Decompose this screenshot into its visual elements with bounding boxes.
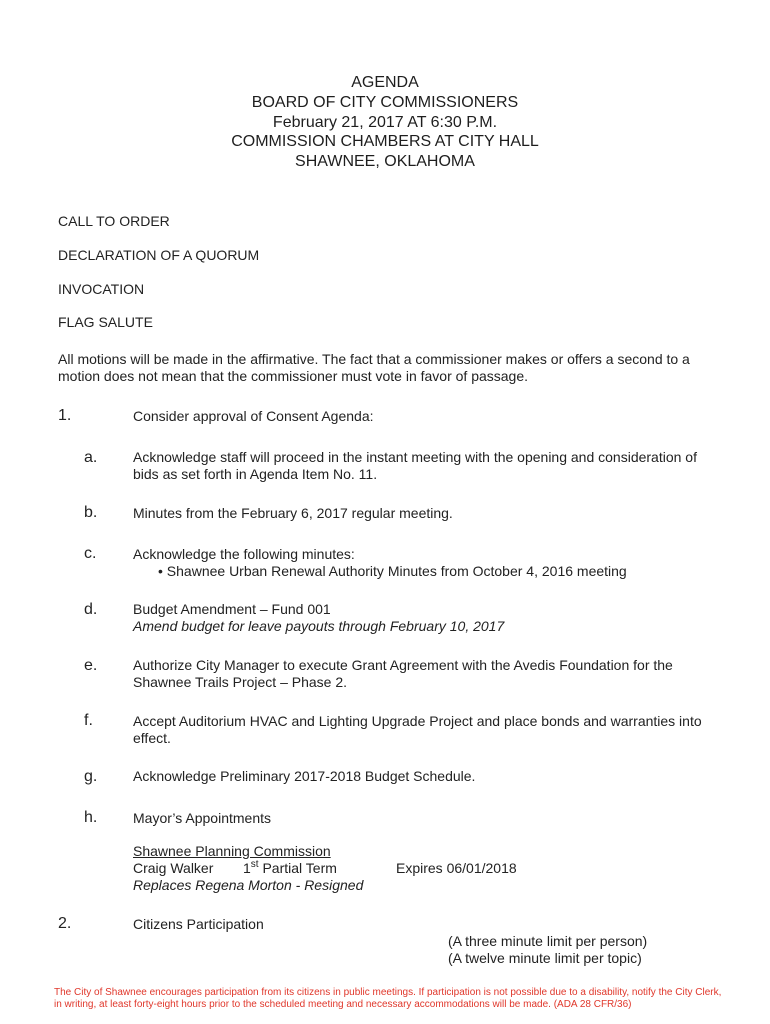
appointment-expiry: Expires 06/01/2018 (396, 860, 517, 876)
item-a-text: Acknowledge staff will proceed in the instant meeting with the opening and consideration of bids as set forth in Agenda Item No. 11. (133, 449, 697, 482)
item-c-bullet-text: Shawnee Urban Renewal Authority Minutes from October 4, 2016 meeting (166, 563, 627, 579)
item-g-text: Acknowledge Preliminary 2017-2018 Budget Schedule. (133, 768, 476, 784)
item-d-subtext: Amend budget for leave payouts through February 10, 2017 (133, 618, 505, 634)
term-text: Partial Term (262, 860, 337, 876)
item-letter-b: b. (84, 504, 98, 521)
item-letter-c: c. (84, 545, 97, 562)
item-h-text: Mayor’s Appointments (133, 810, 271, 826)
appointment-term (243, 860, 337, 877)
board-title: BOARD OF CITY COMMISSIONERS (251, 94, 519, 111)
planning-commission-heading: Shawnee Planning Commission (133, 843, 331, 859)
item-letter-g: g. (84, 768, 98, 785)
motions-note: All motions will be made in the affirmative. The fact that a commissioner makes or offers a second to a motion does not mean that the commissioner must vote in favor of passage. (58, 351, 690, 384)
meeting-location: COMMISSION CHAMBERS AT CITY HALL (231, 133, 539, 150)
item-d-text: Budget Amendment – Fund 001 (133, 601, 331, 617)
item-c-text: Acknowledge the following minutes: (133, 546, 355, 562)
item-number-1: 1. (58, 407, 72, 424)
item-b-text: Minutes from the February 6, 2017 regular meeting. (133, 505, 453, 521)
item-letter-d: d. (84, 601, 98, 618)
time-limit-topic: (A twelve minute limit per topic) (448, 950, 642, 966)
term-ordinal: st (250, 859, 259, 870)
item-letter-a: a. (84, 449, 98, 466)
ada-notice: The City of Shawnee encourages participation from its citizens in public meetings. If participation is not possible due to a disability, notify the City Clerk, in writing, at least forty-eight hours prior to the scheduled meeting and necessary accommodations will be made. (ADA 28 CFR/36) (54, 987, 722, 1010)
item-f-text: Accept Auditorium HVAC and Lighting Upgrade Project and place bonds and warranties into effect. (133, 713, 702, 746)
appointment-replaces: Replaces Regena Morton - Resigned (133, 877, 364, 893)
term-number: 1 (243, 860, 251, 876)
declaration-of-quorum: DECLARATION OF A QUORUM (58, 247, 260, 263)
item-e-text: Authorize City Manager to execute Grant Agreement with the Avedis Foundation for the Shawnee Trails Project – Phase 2. (133, 657, 673, 690)
invocation: INVOCATION (58, 281, 145, 297)
item-2-text: Citizens Participation (133, 916, 264, 932)
appointee-name: Craig Walker (133, 860, 214, 876)
call-to-order: CALL TO ORDER (58, 213, 170, 229)
item-c-bullet (158, 563, 627, 580)
item-letter-h: h. (84, 809, 98, 826)
time-limit-person: (A three minute limit per person) (448, 933, 648, 949)
meeting-date: February 21, 2017 AT 6:30 P.M. (272, 114, 498, 131)
item-letter-f: f. (84, 712, 93, 729)
item-1-text: Consider approval of Consent Agenda: (133, 408, 374, 424)
city-state: SHAWNEE, OKLAHOMA (295, 153, 475, 170)
bullet-icon: • (158, 563, 163, 579)
item-letter-e: e. (84, 657, 98, 674)
item-number-2: 2. (58, 915, 72, 932)
flag-salute: FLAG SALUTE (58, 314, 153, 330)
agenda-title: AGENDA (351, 74, 419, 91)
